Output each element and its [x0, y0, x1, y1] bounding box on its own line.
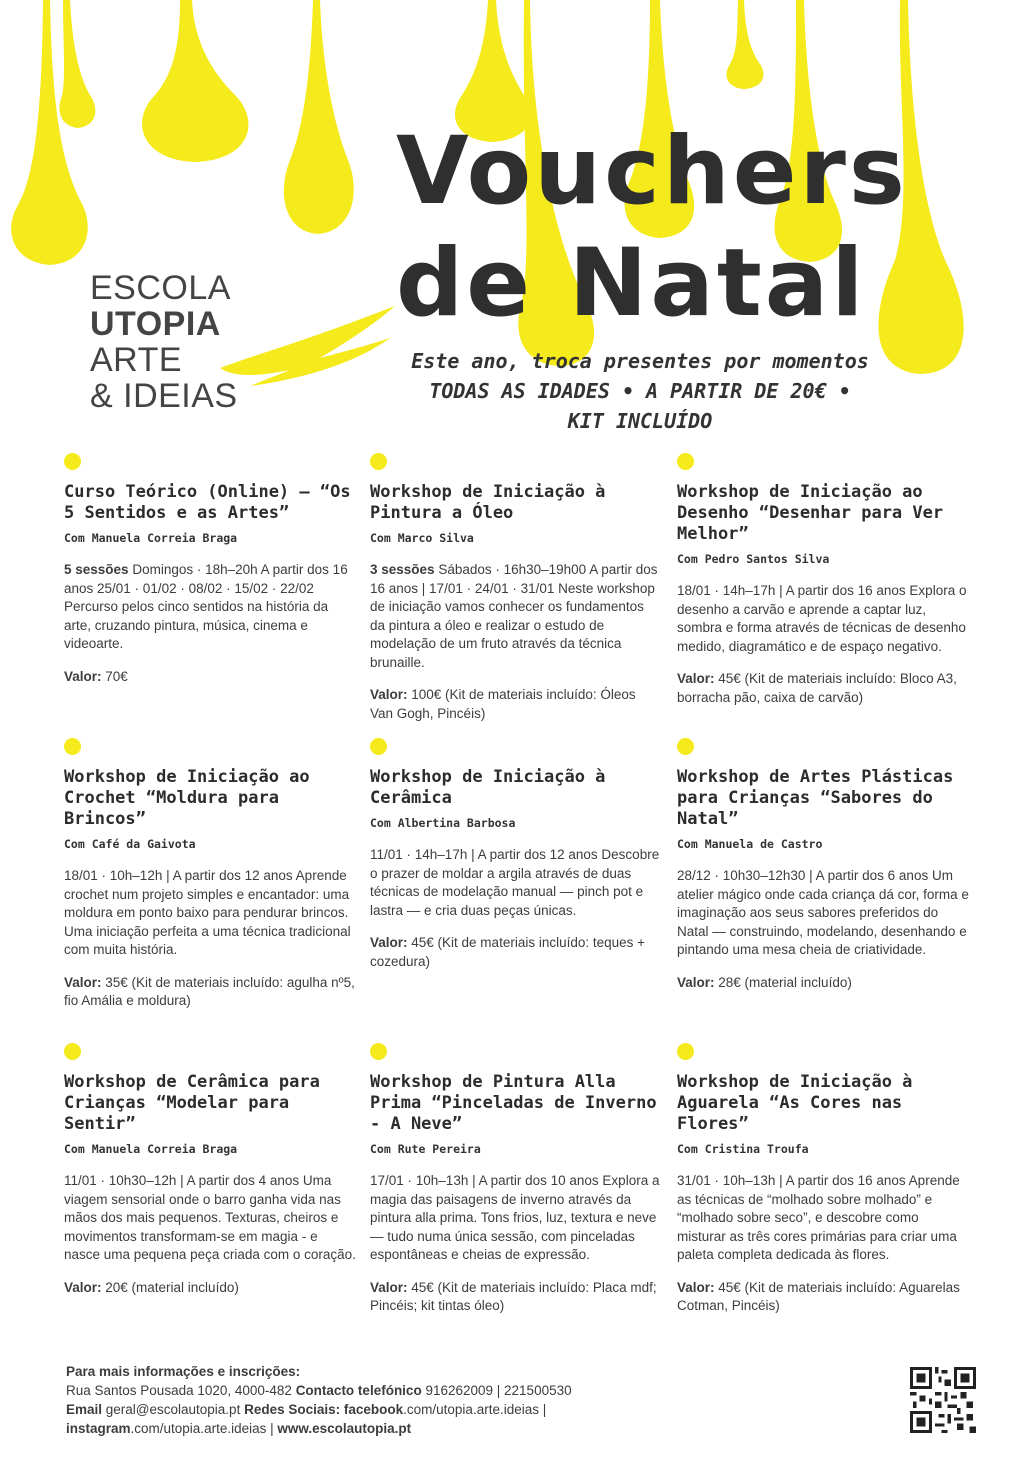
- phone-numbers: 916262009 | 221500530: [421, 1383, 572, 1398]
- yellow-dot-bullet: [64, 738, 81, 755]
- value-label: Valor:: [677, 1279, 715, 1295]
- yellow-dot-bullet: [370, 453, 387, 470]
- instagram-bold: instagram: [66, 1421, 131, 1436]
- email-label: Email: [66, 1402, 103, 1417]
- subtitle-line-3: KIT INCLUÍDO: [567, 409, 713, 433]
- subtitle-line-1: Este ano, troca presentes por momentos: [411, 349, 869, 373]
- school-logo: [90, 270, 330, 414]
- contact-footer: [66, 1362, 626, 1438]
- course-card: [370, 1043, 662, 1316]
- value-text: 45€ (Kit de materiais incluído: Placa mdf; Pincéis; kit tintas óleo): [370, 1279, 657, 1313]
- course-card: [64, 1043, 356, 1297]
- footer-heading: Para mais informações e inscrições:: [66, 1364, 301, 1379]
- logo-line-ideias: & IDEIAS: [90, 377, 238, 415]
- yellow-dot-bullet: [64, 1043, 81, 1060]
- course-title: Workshop de Iniciação à Aguarela “As Cores nas Flores”: [677, 1072, 913, 1134]
- course-value: [370, 686, 662, 723]
- yellow-dot-bullet: [370, 1043, 387, 1060]
- course-title: Workshop de Iniciação ao Desenho “Desenhar para Ver Melhor”: [677, 482, 944, 544]
- course-value: [64, 668, 356, 687]
- course-details-text: Domingos · 18h–20h A partir dos 16 anos 25/01 · 01/02 · 08/02 · 15/02 · 22/02 Percurso pelos cinco sentidos na história da arte, cruzando pintura, música, cinema e videoarte.: [64, 562, 348, 651]
- value-text: 20€ (material incluído): [101, 1279, 239, 1295]
- logo-line-utopia: UTOPIA: [90, 305, 221, 343]
- course-instructor: Com Manuela de Castro: [677, 837, 823, 851]
- page-title: [396, 116, 908, 340]
- course-details-text: 18/01 · 10h–12h | A partir dos 12 anos Aprende crochet num projeto simples e encantador: uma moldura em ponto baixo para pendurar brincos. Uma iniciação perfeita a uma técnica tradicional com muita história.: [64, 868, 351, 957]
- facebook-link[interactable]: [344, 1402, 546, 1417]
- course-instructor: Com Pedro Santos Silva: [677, 552, 830, 566]
- course-details: [677, 582, 969, 656]
- course-details: [64, 867, 356, 960]
- course-card: [64, 738, 356, 1011]
- subtitle: [380, 346, 900, 436]
- value-text: 100€ (Kit de materiais incluído: Óleos Van Gogh, Pincéis): [370, 687, 636, 721]
- course-details-text: 17/01 · 10h–13h | A partir dos 10 anos Explora a magia das paisagens de inverno através da pintura alla prima. Tons frios, luz, textura e neve — tudo numa única sessão, com pinceladas espontâneas e cheias de expressão.: [370, 1173, 660, 1262]
- course-value: [64, 1279, 356, 1298]
- value-text: 45€ (Kit de materiais incluído: Bloco A3, borracha pão, caixa de carvão): [677, 671, 957, 705]
- course-lead: 3 sessões: [370, 562, 435, 577]
- course-title: Workshop de Cerâmica para Crianças “Modelar para Sentir”: [64, 1072, 320, 1134]
- course-card: [677, 1043, 969, 1316]
- course-details-text: 28/12 · 10h30–12h30 | A partir dos 6 anos Um atelier mágico onde cada criança dá cor, forma e imaginação aos seus sabores preferidos do Natal — construindo, modelando, desenhando e pintando uma mesa cheia de criatividade.: [677, 868, 969, 957]
- course-value: [677, 974, 969, 993]
- value-label: Valor:: [677, 974, 715, 990]
- title-line-2: de Natal: [396, 229, 867, 338]
- logo-line-escola: ESCOLA: [90, 269, 231, 307]
- course-value: [64, 974, 356, 1011]
- course-value: [370, 1279, 662, 1316]
- yellow-dot-bullet: [677, 1043, 694, 1060]
- course-instructor: Com Cristina Troufa: [677, 1142, 809, 1156]
- course-details: [677, 1172, 969, 1265]
- course-instructor: Com Manuela Correia Braga: [64, 1142, 238, 1156]
- course-details: [677, 867, 969, 960]
- course-title: Workshop de Iniciação ao Crochet “Moldura para Brincos”: [64, 767, 310, 829]
- social-label: Redes Sociais:: [244, 1402, 344, 1417]
- course-instructor: Com Manuela Correia Braga: [64, 531, 238, 545]
- course-instructor: Com Marco Silva: [370, 531, 474, 545]
- value-label: Valor:: [370, 1279, 408, 1295]
- course-instructor: Com Café da Gaivota: [64, 837, 196, 851]
- course-card: [370, 738, 662, 971]
- course-lead: 5 sessões: [64, 562, 129, 577]
- yellow-dot-bullet: [370, 738, 387, 755]
- subtitle-line-2: TODAS AS IDADES • A PARTIR DE 20€ •: [429, 379, 851, 403]
- course-card: [677, 453, 969, 707]
- course-title: Curso Teórico (Online) — “Os 5 Sentidos e as Artes”: [64, 482, 351, 523]
- email-link[interactable]: geral@escolautopia.pt: [102, 1402, 245, 1417]
- value-label: Valor:: [677, 671, 715, 686]
- value-label: Valor:: [64, 1279, 102, 1295]
- website-link[interactable]: www.escolautopia.pt: [277, 1421, 412, 1436]
- course-details-text: 11/01 · 10h30–12h | A partir dos 4 anos Uma viagem sensorial onde o barro ganha vida nas mãos dos mais pequenos. Texturas, cheiros e movimentos transformam-se em magia - e nasce uma pequena peça criada com o coração.: [64, 1173, 356, 1262]
- value-text: 70€: [101, 668, 128, 684]
- value-label: Valor:: [64, 974, 102, 990]
- course-details-text: 18/01 · 14h–17h | A partir dos 16 anos Explora o desenho a carvão e aprende a captar luz, sombra e forma através de técnicas de desenho medido, diagramático e de espaço negativo.: [677, 583, 967, 654]
- course-title: Workshop de Pintura Alla Prima “Pinceladas de Inverno - A Neve”: [370, 1072, 657, 1134]
- instagram-link[interactable]: [66, 1421, 277, 1436]
- course-title: Workshop de Artes Plásticas para Crianças “Sabores do Natal”: [677, 767, 954, 829]
- value-text: 28€ (material incluído): [714, 974, 852, 990]
- course-details-text: 11/01 · 14h–17h | A partir dos 12 anos Descobre o prazer de moldar a argila através de duas técnicas de modelação manual — pinch pot e lastra — e cria duas peças únicas.: [370, 847, 660, 918]
- course-value: [677, 670, 969, 707]
- value-label: Valor:: [370, 687, 408, 702]
- yellow-dot-bullet: [677, 738, 694, 755]
- course-title: Workshop de Iniciação à Pintura a Óleo: [370, 482, 606, 523]
- course-details: [370, 1172, 662, 1265]
- course-title: Workshop de Iniciação à Cerâmica: [370, 767, 606, 808]
- course-instructor: Com Albertina Barbosa: [370, 816, 516, 830]
- course-details: [64, 561, 356, 654]
- value-text: 35€ (Kit de materiais incluído: agulha nº5, fio Amália e moldura): [64, 974, 355, 1008]
- course-details: [370, 561, 662, 672]
- course-details: [64, 1172, 356, 1265]
- course-value: [370, 934, 662, 971]
- instagram-rest: .com/utopia.arte.ideias |: [130, 1421, 278, 1436]
- value-label: Valor:: [64, 668, 102, 684]
- course-details-text: Sábados · 16h30–19h00 A partir dos 16 anos | 17/01 · 24/01 · 31/01 Neste workshop de iniciação vamos conhecer os fundamentos da pintura a óleo e realizar o estudo de modelação de um fruto através da técnica brunaille.: [370, 562, 658, 670]
- facebook-bold: facebook: [343, 1402, 404, 1417]
- value-text: 45€ (Kit de materiais incluído: Aguarelas Cotman, Pincéis): [677, 1279, 960, 1313]
- course-details-text: 31/01 · 10h–13h | A partir dos 16 anos Aprende as técnicas de “molhado sobre molhado” e “molhado sobre seco”, e descobre como misturar as três cores primárias para criar uma paleta completa dedicada às flores.: [677, 1173, 960, 1262]
- facebook-rest: .com/utopia.arte.ideias |: [403, 1402, 547, 1417]
- course-instructor: Com Rute Pereira: [370, 1142, 481, 1156]
- title-line-1: Vouchers: [396, 117, 908, 226]
- course-details: [370, 846, 662, 920]
- value-label: Valor:: [370, 935, 408, 950]
- yellow-dot-bullet: [677, 453, 694, 470]
- course-value: [677, 1279, 969, 1316]
- footer-address: Rua Santos Pousada 1020, 4000-482: [66, 1383, 296, 1398]
- value-text: 45€ (Kit de materiais incluído: teques + cozedura): [370, 935, 646, 969]
- yellow-dot-bullet: [64, 453, 81, 470]
- phone-label: Contacto telefónico: [295, 1383, 422, 1398]
- course-card: [677, 738, 969, 992]
- logo-line-arte: ARTE: [90, 341, 183, 379]
- course-card: [64, 453, 356, 686]
- qr-code-icon[interactable]: [910, 1367, 976, 1433]
- course-card: [370, 453, 662, 723]
